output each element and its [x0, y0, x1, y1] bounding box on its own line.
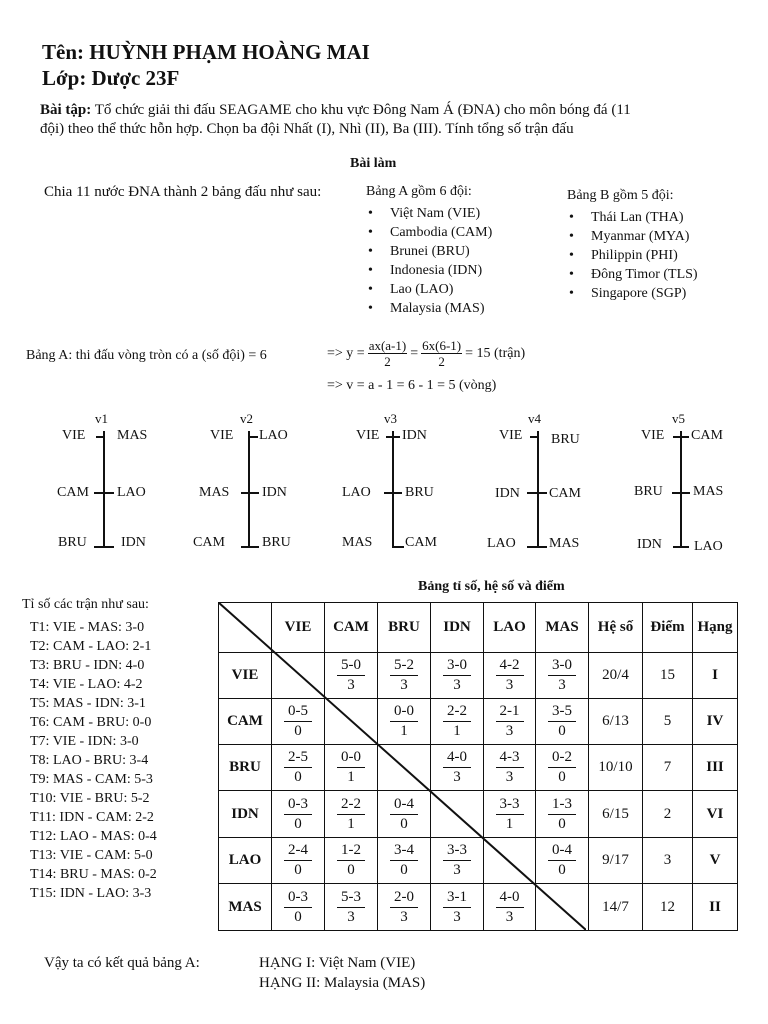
tick	[241, 492, 259, 494]
column-header: VIE	[272, 603, 325, 653]
match-score: 5-2	[390, 656, 418, 676]
result-item: T14: BRU - MAS: 0-2	[30, 867, 157, 882]
team-label: VIE	[62, 428, 86, 443]
results-title: Tỉ số các trận như sau:	[22, 597, 149, 612]
conclusion-lead: Vậy ta có kết quả bảng A:	[44, 955, 200, 971]
tick	[527, 492, 547, 494]
round-bracket-line	[680, 431, 682, 547]
formula-arrow: => y =	[327, 345, 365, 361]
tick	[527, 546, 547, 548]
match-points: 0	[558, 723, 566, 739]
points-cell: 2	[643, 791, 693, 838]
rank-cell: VI	[693, 791, 738, 838]
tick	[392, 546, 404, 548]
team-label: BRU	[262, 535, 291, 550]
conclusion-line: HẠNG I: Việt Nam (VIE)	[259, 955, 416, 971]
match-score: 3-0	[443, 656, 471, 676]
team-label: IDN	[402, 428, 427, 443]
match-points: 3	[400, 908, 408, 925]
team-label: BRU	[551, 432, 580, 447]
match-score: 0-3	[284, 888, 312, 908]
coefficient-cell: 14/7	[589, 884, 643, 931]
exercise-text-1: Tổ chức giải thi đấu SEAGAME cho khu vực Đông Nam Á (ĐNA) cho môn bóng đá (11	[91, 102, 631, 118]
team-label: VIE	[210, 428, 234, 443]
formula-fraction-applied	[421, 338, 462, 369]
team-label: IDN	[262, 485, 287, 500]
table-title: Bảng tỉ số, hệ số và điểm	[418, 579, 565, 594]
result-item: T5: MAS - IDN: 3-1	[30, 696, 146, 711]
match-points: 3	[453, 677, 461, 693]
team-label: LAO	[487, 536, 516, 551]
group-b-list	[567, 208, 698, 303]
group-b-team: • Myanmar (MYA)	[567, 227, 698, 246]
fraction-denominator: 2	[384, 354, 391, 369]
coefficient-cell: 6/13	[589, 699, 643, 745]
column-header: Điểm	[643, 603, 693, 653]
tick	[384, 492, 402, 494]
team-label: CAM	[405, 535, 437, 550]
match-score: 3-3	[443, 841, 471, 861]
tick	[241, 546, 259, 548]
formula-round-robin	[327, 338, 525, 369]
team-label: MAS	[549, 536, 580, 551]
fraction-numerator: 6x(6-1)	[422, 338, 462, 353]
match-points: 3	[505, 769, 514, 785]
group-a-team: • Brunei (BRU)	[366, 242, 492, 261]
team-label: MAS	[199, 485, 230, 500]
result-item: T1: VIE - MAS: 3-0	[30, 620, 145, 635]
group-b-title: Bảng B gồm 5 đội:	[567, 188, 674, 203]
round-label: v4	[528, 411, 541, 426]
match-points: 3	[505, 677, 514, 693]
team-label: CAM	[549, 486, 581, 501]
fraction-denominator: 2	[438, 354, 445, 369]
match-score: 2-0	[390, 888, 418, 908]
column-header: Hệ số	[589, 603, 643, 653]
group-a-team: • Indonesia (IDN)	[366, 261, 492, 280]
match-score: 1-3	[548, 795, 576, 815]
match-points: 1	[347, 769, 355, 785]
result-item: T12: LAO - MAS: 0-4	[30, 829, 157, 844]
match-points: 3	[347, 908, 355, 925]
result-item: T3: BRU - IDN: 4-0	[30, 658, 145, 673]
match-points: 3	[347, 677, 355, 693]
group-a	[366, 184, 492, 318]
column-header: IDN	[431, 603, 484, 653]
match-points: 0	[558, 815, 566, 832]
match-points: 1	[400, 723, 408, 739]
student-class: Lớp: Dược 23F	[42, 66, 180, 90]
exercise-line-2: đội) theo thể thức hỗn hợp. Chọn ba đội Nhất (I), Nhì (II), Ba (III). Tính tổng số trận đấu	[40, 121, 574, 137]
tick	[94, 492, 114, 494]
match-points: 3	[558, 677, 566, 693]
match-score: 3-5	[548, 702, 576, 722]
match-score: 0-4	[548, 841, 576, 861]
match-score: 2-2	[337, 795, 365, 815]
round-label: v5	[672, 411, 685, 426]
formula-result: = 15 (trận)	[465, 345, 526, 361]
row-header: LAO	[219, 838, 272, 884]
round-bracket-line	[103, 431, 105, 547]
match-score: 4-0	[496, 888, 524, 908]
match-score: 5-3	[337, 888, 365, 908]
match-points: 3	[505, 723, 514, 739]
match-points: 3	[400, 677, 408, 693]
tick	[94, 546, 114, 548]
points-cell: 7	[643, 745, 693, 791]
team-label: CAM	[691, 428, 723, 443]
match-score: 5-0	[337, 656, 365, 676]
match-points: 0	[558, 769, 566, 785]
team-label: LAO	[342, 485, 371, 500]
rank-cell: IV	[693, 699, 738, 745]
round-bracket-line	[248, 431, 250, 547]
match-points: 0	[294, 862, 302, 878]
team-label: BRU	[405, 485, 434, 500]
match-score: 0-4	[390, 795, 418, 815]
result-item: T6: CAM - BRU: 0-0	[30, 715, 152, 730]
match-points: 1	[347, 815, 355, 832]
match-score: 0-5	[284, 702, 312, 722]
result-item: T9: MAS - CAM: 5-3	[30, 772, 153, 787]
formula-fraction-general	[368, 338, 408, 369]
match-points: 0	[347, 862, 355, 878]
group-a-title: Bảng A gồm 6 đội:	[366, 184, 472, 199]
group-b-team: • Thái Lan (THA)	[567, 208, 698, 227]
match-points: 0	[294, 769, 302, 785]
team-label: LAO	[259, 428, 288, 443]
match-score: 0-2	[548, 748, 576, 768]
match-score: 3-1	[443, 888, 471, 908]
results-list	[22, 597, 157, 903]
conclusion-line: HẠNG II: Malaysia (MAS)	[259, 975, 426, 991]
formula-lead: Bảng A: thi đấu vòng tròn có a (số đội) = 6	[26, 348, 267, 363]
rank-cell: V	[693, 838, 738, 884]
match-points: 0	[400, 862, 408, 878]
points-cell: 12	[643, 884, 693, 931]
match-points: 3	[453, 769, 461, 785]
formula-rounds: => v = a - 1 = 6 - 1 = 5 (vòng)	[327, 378, 497, 393]
team-label: VIE	[499, 428, 523, 443]
tick	[530, 436, 539, 438]
result-item: T15: IDN - LAO: 3-3	[30, 886, 152, 901]
group-a-team: • Việt Nam (VIE)	[366, 204, 492, 223]
round-label: v3	[384, 411, 397, 426]
coefficient-cell: 20/4	[589, 653, 643, 699]
group-b-team: • Đông Timor (TLS)	[567, 265, 698, 284]
rank-cell: I	[693, 653, 738, 699]
match-score: 4-0	[443, 748, 471, 768]
match-points: 1	[453, 723, 461, 739]
group-a-team: • Malaysia (MAS)	[366, 299, 492, 318]
round-label: v1	[95, 411, 108, 426]
team-label: LAO	[694, 539, 723, 554]
exercise-line-1	[40, 102, 631, 119]
tick	[386, 436, 400, 438]
team-label: IDN	[121, 535, 146, 550]
row-header: VIE	[219, 653, 272, 699]
match-points: 0	[294, 908, 302, 925]
match-score: 2-4	[284, 841, 312, 861]
result-item: T2: CAM - LAO: 2-1	[30, 639, 152, 654]
result-item: T8: LAO - BRU: 3-4	[30, 753, 149, 768]
match-points: 0	[558, 862, 566, 878]
match-score: 4-3	[496, 748, 524, 768]
match-score: 3-3	[496, 795, 524, 815]
row-header: IDN	[219, 791, 272, 838]
points-cell: 3	[643, 838, 693, 884]
result-item: T13: VIE - CAM: 5-0	[30, 848, 153, 863]
match-score: 0-3	[284, 795, 312, 815]
team-label: VIE	[641, 428, 665, 443]
team-label: MAS	[342, 535, 373, 550]
round-bracket-line	[537, 431, 539, 547]
match-score: 2-2	[443, 702, 471, 722]
points-cell: 5	[643, 699, 693, 745]
match-score: 0-0	[390, 702, 418, 722]
group-b	[567, 188, 698, 303]
tick	[672, 492, 690, 494]
group-b-team: • Philippin (PHI)	[567, 246, 698, 265]
match-points: 3	[453, 908, 461, 925]
column-header: Hạng	[693, 603, 738, 653]
match-score: 2-5	[284, 748, 312, 768]
solution-title: Bài làm	[350, 156, 397, 171]
diagonal-line	[218, 602, 586, 930]
match-points: 3	[453, 862, 461, 878]
match-score: 1-2	[337, 841, 365, 861]
student-name: Tên: HUỲNH PHẠM HOÀNG MAI	[42, 40, 370, 64]
team-label: BRU	[634, 484, 663, 499]
result-item: T4: VIE - LAO: 4-2	[30, 677, 143, 692]
team-label: CAM	[193, 535, 225, 550]
row-header: CAM	[219, 699, 272, 745]
tick	[96, 436, 104, 438]
match-points: 3	[505, 908, 514, 925]
round-label: v2	[240, 411, 253, 426]
coefficient-cell: 10/10	[589, 745, 643, 791]
tick	[673, 436, 689, 438]
group-a-team: • Lao (LAO)	[366, 280, 492, 299]
result-item: T11: IDN - CAM: 2-2	[30, 810, 154, 825]
exercise-label: Bài tập:	[40, 102, 92, 118]
match-score: 0-0	[337, 748, 365, 768]
tick	[673, 546, 689, 548]
column-header: BRU	[378, 603, 431, 653]
row-header: MAS	[219, 884, 272, 931]
match-score: 2-1	[496, 702, 524, 722]
team-label: MAS	[117, 428, 148, 443]
row-header: BRU	[219, 745, 272, 791]
team-label: BRU	[58, 535, 87, 550]
column-header: MAS	[536, 603, 589, 653]
match-points: 1	[505, 815, 514, 832]
group-a-list	[366, 204, 492, 318]
match-points: 0	[400, 815, 408, 832]
match-score: 3-0	[548, 656, 576, 676]
points-cell: 15	[643, 653, 693, 699]
team-label: CAM	[57, 485, 89, 500]
match-points: 0	[294, 815, 302, 832]
result-item: T10: VIE - BRU: 5-2	[30, 791, 150, 806]
result-item: T7: VIE - IDN: 3-0	[30, 734, 139, 749]
tick	[248, 436, 258, 438]
group-a-team: • Cambodia (CAM)	[366, 223, 492, 242]
team-label: IDN	[495, 486, 520, 501]
team-label: MAS	[693, 484, 724, 499]
coefficient-cell: 6/15	[589, 791, 643, 838]
column-header: CAM	[325, 603, 378, 653]
team-label: IDN	[637, 537, 662, 552]
match-score: 4-2	[496, 656, 524, 676]
fraction-numerator: ax(a-1)	[368, 338, 407, 353]
solution-intro: Chia 11 nước ĐNA thành 2 bảng đấu như sau:	[44, 184, 322, 200]
match-points: 0	[294, 723, 302, 739]
match-score: 3-4	[390, 841, 418, 861]
coefficient-cell: 9/17	[589, 838, 643, 884]
column-header: LAO	[484, 603, 536, 653]
rank-cell: II	[693, 884, 738, 931]
round-bracket-line	[392, 431, 394, 547]
team-label: VIE	[356, 428, 380, 443]
group-b-team: • Singapore (SGP)	[567, 284, 698, 303]
rank-cell: III	[693, 745, 738, 791]
team-label: LAO	[117, 485, 146, 500]
formula-equals: =	[410, 345, 419, 361]
